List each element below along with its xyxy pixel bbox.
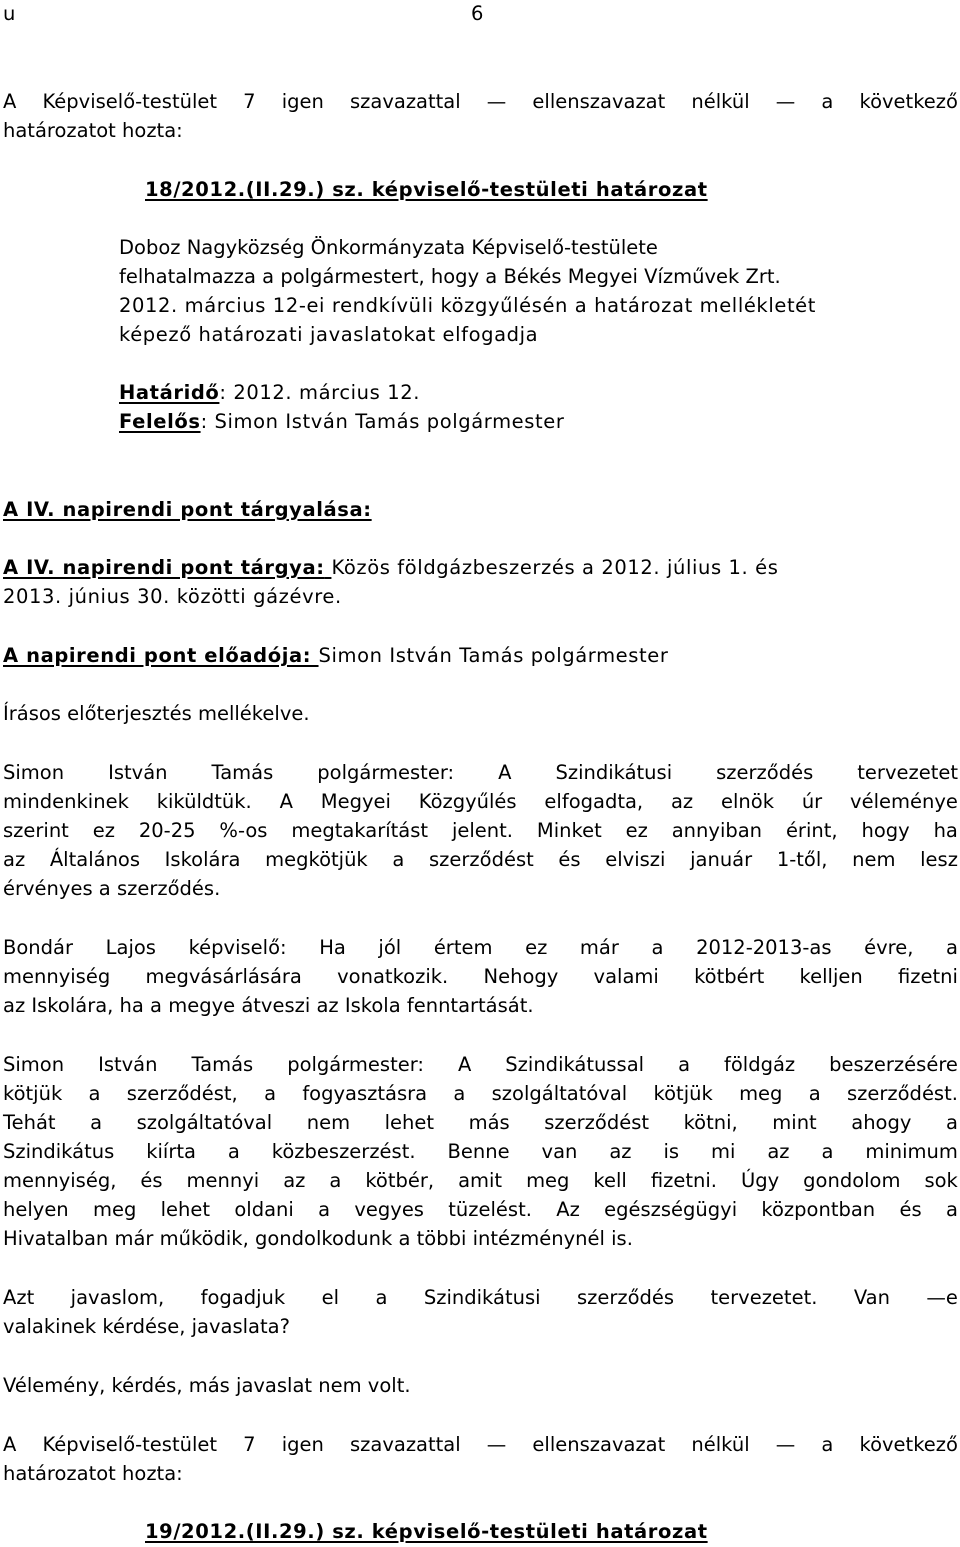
word: — (486, 1433, 507, 1456)
responsible-value: : Simon István Tamás polgármester (200, 410, 565, 433)
word: évre, (864, 936, 914, 959)
word: elfogadta, (544, 790, 644, 813)
word: gondolom (803, 1169, 901, 1192)
word: a (318, 1198, 331, 1221)
vote2-line-1 (3, 1435, 958, 1455)
word: Szindikátusi (423, 1286, 541, 1309)
word: nem (306, 1111, 351, 1134)
deadline-value: : 2012. március 12. (219, 381, 421, 404)
word: elviszi (605, 848, 666, 871)
page-number: 6 (471, 2, 484, 25)
word: már (579, 936, 619, 959)
word: az (767, 1140, 790, 1163)
word: Lajos (105, 936, 156, 959)
word: Van (853, 1286, 890, 1309)
word: következő (859, 90, 958, 113)
word: Benne (447, 1140, 510, 1163)
deadline-label: Határidő (119, 381, 220, 404)
word: tervezetet (857, 761, 958, 784)
word: lehet (384, 1111, 435, 1134)
word: megtakarítást (291, 819, 429, 842)
word: szerződést (429, 848, 534, 871)
header-mark: u (3, 2, 16, 25)
p1-line: érvényes a szerződés. (3, 877, 221, 900)
word: is (663, 1140, 680, 1163)
word: A (279, 790, 293, 813)
word: vonatkozik. (337, 965, 449, 988)
agenda-subject-line-2: 2013. június 30. közötti gázévre. (3, 585, 342, 608)
word: megvásárlására (145, 965, 302, 988)
word: az (609, 1140, 632, 1163)
word: van (541, 1140, 578, 1163)
word: meg (526, 1169, 570, 1192)
word: szerződés (716, 761, 814, 784)
word: 1-től, (776, 848, 828, 871)
word: a (90, 1111, 103, 1134)
word: Simon (3, 1053, 65, 1076)
word: Megyei (320, 790, 391, 813)
word: egészségügyi (604, 1198, 738, 1221)
word: meg (92, 1198, 137, 1221)
p3-line (3, 1084, 958, 1104)
p4-line: valakinek kérdése, javaslata? (3, 1315, 290, 1338)
word: az (283, 1169, 306, 1192)
agenda-heading: A IV. napirendi pont tárgyalása: (3, 498, 372, 521)
word: fogadjuk (200, 1286, 286, 1309)
word: szolgáltatóval (136, 1111, 273, 1134)
agenda-presenter (3, 646, 669, 666)
word: szerint (3, 819, 69, 842)
word: mi (710, 1140, 736, 1163)
word: István (108, 761, 168, 784)
word: — (486, 90, 507, 113)
word: annyiban (671, 819, 763, 842)
word: ellenszavazat (532, 1433, 666, 1456)
word: a (264, 1082, 277, 1105)
word: tervezetet. (710, 1286, 818, 1309)
word: és (558, 848, 581, 871)
word: Iskolára (164, 848, 241, 871)
word: —e (926, 1286, 958, 1309)
p1-line (3, 763, 958, 783)
word: úr (801, 790, 823, 813)
word: Nehogy (483, 965, 559, 988)
word: Minket (536, 819, 602, 842)
word: Képviselő-testület (42, 1433, 218, 1456)
word: szavazattal (349, 90, 461, 113)
word: Általános (49, 848, 141, 871)
word: nélkül (691, 90, 750, 113)
word: Közgyűlés (418, 790, 517, 813)
word: érint, (785, 819, 838, 842)
word: — (775, 1433, 796, 1456)
resolution-18-line-4: képező határozati javaslatokat elfogadja (119, 323, 539, 346)
word: István (98, 1053, 158, 1076)
word: amit (458, 1169, 503, 1192)
word: Tamás (191, 1053, 254, 1076)
word: január (690, 848, 753, 871)
p3-line (3, 1113, 958, 1133)
word: más (468, 1111, 510, 1134)
word: az (3, 848, 26, 871)
word: Szindikátus (3, 1140, 115, 1163)
word: kiküldtük. (156, 790, 252, 813)
word: ahogy (851, 1111, 912, 1134)
word: Szindikátussal (505, 1053, 645, 1076)
vote-line-1 (3, 92, 958, 112)
word: vegyes (354, 1198, 424, 1221)
word: véleménye (850, 790, 958, 813)
resolution-18-line-3: 2012. március 12-ei rendkívüli közgyűlésén a határozat mellékletét (119, 294, 817, 317)
word: Képviselő-testület (42, 90, 218, 113)
word: Ha (319, 936, 346, 959)
word: 20-25 (138, 819, 196, 842)
vote2-line-2: határozatot hozta: (3, 1462, 183, 1485)
word: valami (593, 965, 659, 988)
word: Simon (3, 761, 65, 784)
p1-line (3, 850, 958, 870)
resolution-18-title: 18/2012.(II.29.) sz. képviselő-testületi határozat (145, 178, 708, 201)
p1-line (3, 821, 958, 841)
word: beszerzésére (829, 1053, 958, 1076)
word: a (329, 1169, 342, 1192)
word: tüzelést. (448, 1198, 532, 1221)
word: fizetni (898, 965, 958, 988)
word: Tamás (211, 761, 274, 784)
word: kötni, (683, 1111, 738, 1134)
word: ha (933, 819, 958, 842)
word: a (651, 936, 664, 959)
word: a (375, 1286, 388, 1309)
word: és (899, 1198, 922, 1221)
word: szerződés (576, 1286, 675, 1309)
word: képviselő: (188, 936, 287, 959)
attachment-note: Írásos előterjesztés mellékelve. (3, 702, 310, 725)
word: oldani (234, 1198, 294, 1221)
word: lehet (160, 1198, 211, 1221)
word: hogy (861, 819, 910, 842)
word: kelljen (799, 965, 863, 988)
p3-line (3, 1200, 958, 1220)
word: fogyasztásra (302, 1082, 428, 1105)
word: Tehát (3, 1111, 56, 1134)
word: kötbér, (365, 1169, 435, 1192)
word: kötjük (653, 1082, 713, 1105)
word: igen (281, 90, 324, 113)
word: nélkül (691, 1433, 750, 1456)
word: javaslom, (70, 1286, 165, 1309)
word: el (321, 1286, 340, 1309)
p3-line (3, 1171, 958, 1191)
agenda-presenter-value: Simon István Tamás polgármester (318, 644, 669, 667)
word: mennyiség (3, 965, 111, 988)
word: — (775, 90, 796, 113)
word: az (670, 790, 694, 813)
word: a (678, 1053, 691, 1076)
word: és (140, 1169, 163, 1192)
word: %-os (219, 819, 268, 842)
p5-line: Vélemény, kérdés, más javaslat nem volt. (3, 1374, 411, 1397)
agenda-subject-value: Közös földgázbeszerzés a 2012. július 1. és (331, 556, 779, 579)
p3-line: Hivatalban már működik, gondolkodunk a többi intézménynél is. (3, 1227, 633, 1250)
word: Úgy (740, 1169, 780, 1192)
word: központban (761, 1198, 876, 1221)
word: a (821, 1433, 834, 1456)
word: a (392, 848, 405, 871)
p4-line (3, 1288, 958, 1308)
responsible-label: Felelős (119, 410, 201, 433)
word: lesz (920, 848, 958, 871)
word: igen (281, 1433, 324, 1456)
vote-line-2: határozatot hozta: (3, 119, 183, 142)
p2-line: az Iskolára, ha a megye átveszi az Iskola fenntartását. (3, 994, 534, 1017)
word: fizetni. (650, 1169, 717, 1192)
word: a (88, 1082, 101, 1105)
responsible (119, 412, 565, 432)
word: 7 (243, 90, 256, 113)
word: mint (772, 1111, 817, 1134)
word: Szindikátusi (555, 761, 673, 784)
agenda-subject-label: A IV. napirendi pont tárgya: (3, 556, 325, 579)
agenda-presenter-label: A napirendi pont előadója: (3, 644, 319, 667)
word: A (498, 761, 512, 784)
word: sok (924, 1169, 958, 1192)
word: kötjük (3, 1082, 63, 1105)
word: 7 (243, 1433, 256, 1456)
word: szerződést, (126, 1082, 238, 1105)
word: A (3, 1433, 17, 1456)
word: a (453, 1082, 466, 1105)
word: következő (859, 1433, 958, 1456)
word: jelent. (451, 819, 513, 842)
word: helyen (3, 1198, 69, 1221)
word: a (821, 1140, 834, 1163)
word: ez (525, 936, 548, 959)
word: meg (739, 1082, 783, 1105)
word: elnök (720, 790, 774, 813)
word: a (821, 90, 834, 113)
deadline (119, 383, 420, 403)
word: szerződést. (846, 1082, 958, 1105)
word: ez (92, 819, 115, 842)
word: a (808, 1082, 821, 1105)
resolution-18-line-1: Doboz Nagyközség Önkormányzata Képviselő-testülete (119, 236, 658, 259)
word: szerződést (544, 1111, 650, 1134)
word: nem (852, 848, 896, 871)
word: a (945, 1198, 958, 1221)
word: a (227, 1140, 240, 1163)
word: 2012-2013-as (696, 936, 832, 959)
word: Az (556, 1198, 580, 1221)
word: közbeszerzést. (271, 1140, 416, 1163)
word: Azt (3, 1286, 35, 1309)
p2-line (3, 938, 958, 958)
word: értem (433, 936, 493, 959)
word: szolgáltatóval (491, 1082, 628, 1105)
word: mennyiség, (3, 1169, 117, 1192)
word: ez (625, 819, 648, 842)
word: mennyi (186, 1169, 260, 1192)
resolution-19-title: 19/2012.(II.29.) sz. képviselő-testületi határozat (145, 1520, 708, 1543)
word: Bondár (3, 936, 74, 959)
p3-line (3, 1142, 958, 1162)
word: kell (593, 1169, 627, 1192)
p1-line (3, 792, 958, 812)
p2-line (3, 967, 958, 987)
p3-line (3, 1055, 958, 1075)
resolution-18-line-2: felhatalmazza a polgármestert, hogy a Békés Megyei Vízművek Zrt. (119, 265, 781, 288)
word: polgármester: (317, 761, 455, 784)
word: A (457, 1053, 472, 1076)
word: földgáz (724, 1053, 796, 1076)
word: polgármester: (287, 1053, 424, 1076)
word: kötbért (694, 965, 765, 988)
word: a (945, 1111, 958, 1134)
word: kiírta (146, 1140, 196, 1163)
word: szavazattal (349, 1433, 461, 1456)
word: mindenkinek (3, 790, 129, 813)
word: minimum (865, 1140, 958, 1163)
word: megkötjük (265, 848, 368, 871)
word: a (946, 936, 958, 959)
word: A (3, 90, 17, 113)
word: ellenszavazat (532, 90, 666, 113)
word: jól (378, 936, 402, 959)
agenda-subject (3, 558, 779, 578)
